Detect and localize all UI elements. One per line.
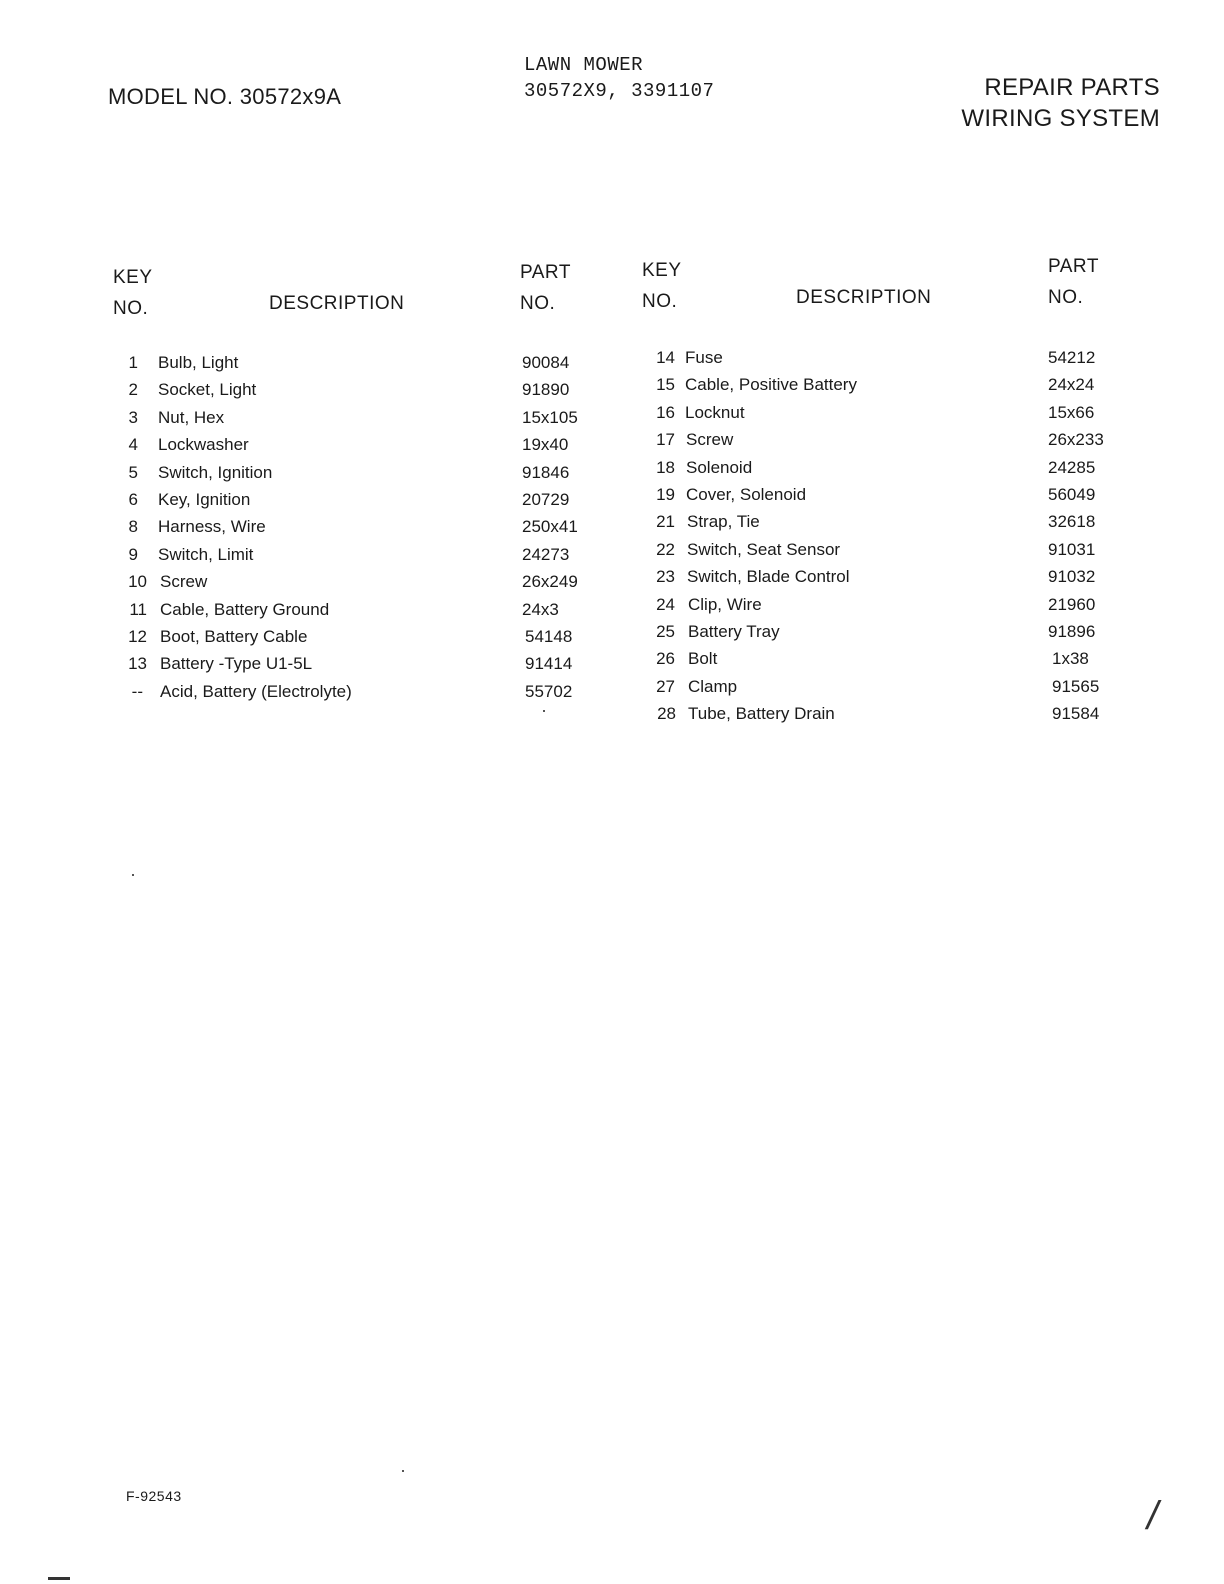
left-part-header: PART NO.	[520, 262, 571, 314]
corner-mark: /	[1147, 1494, 1159, 1538]
table-row	[630, 426, 1150, 453]
part-description: Acid, Battery (Electrolyte)	[160, 681, 352, 701]
part-description: Cover, Solenoid	[686, 484, 807, 504]
table-row	[100, 678, 620, 705]
key-no: 13	[128, 654, 147, 674]
key-no: 8	[128, 517, 138, 537]
part-no: 15x105	[522, 407, 578, 427]
table-row	[630, 371, 1150, 398]
table-row	[100, 513, 620, 540]
key-no: 2	[128, 380, 138, 400]
table-row	[630, 563, 1150, 590]
scan-speck	[132, 874, 134, 876]
part-description: Fuse	[685, 348, 723, 367]
part-no: 32618	[1048, 512, 1096, 532]
part-no: 91031	[1048, 539, 1096, 559]
left-parts-list	[100, 349, 620, 705]
scan-speck	[543, 710, 545, 712]
table-row	[630, 591, 1150, 618]
key-no: 28	[657, 704, 676, 724]
key-no: 23	[656, 567, 675, 587]
key-no: 12	[128, 626, 147, 646]
part-description: Cable, Positive Battery	[685, 375, 857, 395]
model-number: MODEL NO. 30572x9A	[108, 84, 342, 109]
table-row	[630, 618, 1150, 645]
key-no: 18	[656, 457, 675, 477]
key-no: 26	[656, 649, 675, 669]
part-description: Harness, Wire	[158, 517, 266, 537]
table-row	[630, 536, 1150, 563]
part-no: 15x66	[1048, 402, 1095, 422]
key-no: 9	[128, 544, 138, 564]
table-row	[100, 459, 620, 486]
part-no: 91414	[525, 654, 573, 674]
key-no: 17	[656, 430, 675, 450]
part-no: 1x38	[1052, 649, 1089, 669]
part-description: Nut, Hex	[158, 407, 225, 427]
right-description-header: DESCRIPTION	[796, 287, 932, 308]
key-no: 25	[656, 621, 675, 641]
right-parts-list	[630, 344, 1150, 727]
key-no: 19	[656, 484, 675, 504]
part-description: Switch, Blade Control	[687, 567, 850, 587]
key-no: 11	[129, 599, 147, 619]
part-no: 26x233	[1048, 430, 1104, 450]
key-no: 15	[656, 375, 675, 395]
key-no: 14	[656, 348, 675, 367]
part-no: 91032	[1048, 567, 1096, 587]
table-row	[100, 349, 620, 376]
part-description: Strap, Tie	[687, 512, 760, 532]
part-description: Switch, Ignition	[158, 462, 273, 482]
part-no: 90084	[522, 353, 570, 372]
part-no: 20729	[522, 489, 570, 509]
part-no: 91846	[522, 462, 570, 482]
part-no: 91565	[1052, 676, 1100, 696]
part-description: Screw	[686, 430, 734, 450]
table-row	[630, 344, 1150, 371]
part-no: 54148	[525, 626, 573, 646]
part-no: 26x249	[522, 572, 578, 592]
key-no: 1	[128, 353, 138, 372]
title-line-1: REPAIR PARTS	[984, 74, 1160, 101]
table-row	[100, 650, 620, 677]
left-description-header: DESCRIPTION	[269, 293, 405, 314]
key-no: 6	[128, 489, 138, 509]
part-description: Switch, Limit	[158, 544, 254, 564]
table-row	[100, 376, 620, 403]
part-no: 56049	[1048, 484, 1096, 504]
table-row	[100, 404, 620, 431]
page-edge-mark	[48, 1577, 70, 1580]
table-row	[630, 399, 1150, 426]
key-no: 21	[656, 512, 675, 532]
table-row	[630, 645, 1150, 672]
part-no: 250x41	[522, 517, 578, 537]
key-no: 3	[128, 407, 138, 427]
key-no: 10	[128, 572, 147, 592]
product-name: LAWN MOWER	[524, 54, 644, 76]
part-no: 19x40	[522, 435, 569, 455]
key-no: 24	[656, 594, 675, 614]
key-no: 22	[656, 539, 675, 559]
part-description: Cable, Battery Ground	[160, 599, 330, 619]
key-no: 27	[656, 676, 675, 696]
title-line-2: WIRING SYSTEM	[961, 105, 1160, 132]
part-description: Clamp	[688, 676, 738, 696]
part-description: Battery Tray	[688, 621, 780, 641]
right-part-header: PART NO.	[1048, 256, 1099, 308]
part-description: Locknut	[685, 402, 745, 422]
part-description: Bolt	[688, 649, 718, 669]
left-key-header: KEY NO.	[113, 267, 153, 319]
part-description: Battery -Type U1-5L	[160, 654, 313, 674]
part-no: 21960	[1048, 594, 1096, 614]
table-row	[100, 568, 620, 595]
part-description: Socket, Light	[158, 380, 257, 400]
part-no: 91896	[1048, 621, 1096, 641]
scan-speck	[402, 1470, 404, 1472]
table-row	[100, 541, 620, 568]
key-no: --	[131, 681, 143, 701]
part-no: 91890	[522, 380, 570, 400]
part-no: 91584	[1052, 704, 1100, 724]
part-description: Clip, Wire	[688, 594, 762, 614]
part-description: Boot, Battery Cable	[160, 626, 308, 646]
product-numbers: 30572X9, 3391107	[524, 80, 715, 102]
product-info	[524, 52, 714, 104]
part-description: Switch, Seat Sensor	[687, 539, 841, 559]
part-description: Bulb, Light	[158, 353, 239, 372]
part-description: Key, Ignition	[158, 489, 251, 509]
part-no: 54212	[1048, 348, 1096, 367]
table-row	[100, 486, 620, 513]
right-key-header: KEY NO.	[642, 260, 682, 312]
table-row	[100, 431, 620, 458]
table-row	[630, 508, 1150, 535]
part-no: 24273	[522, 544, 570, 564]
table-row	[630, 673, 1150, 700]
table-row	[100, 623, 620, 650]
page-title	[961, 72, 1160, 134]
part-no: 55702	[525, 681, 573, 701]
key-no: 5	[128, 462, 138, 482]
table-row	[630, 481, 1150, 508]
part-no: 24x24	[1048, 375, 1095, 395]
key-no: 16	[656, 402, 675, 422]
part-description: Screw	[160, 572, 208, 592]
form-number: F-92543	[126, 1488, 182, 1504]
key-no: 4	[128, 435, 138, 455]
table-row	[630, 700, 1150, 727]
table-row	[630, 454, 1150, 481]
table-row	[100, 596, 620, 623]
part-description: Tube, Battery Drain	[688, 704, 835, 724]
part-description: Solenoid	[686, 457, 753, 477]
part-description: Lockwasher	[158, 435, 249, 455]
part-no: 24285	[1048, 457, 1096, 477]
part-no: 24x3	[522, 599, 559, 619]
